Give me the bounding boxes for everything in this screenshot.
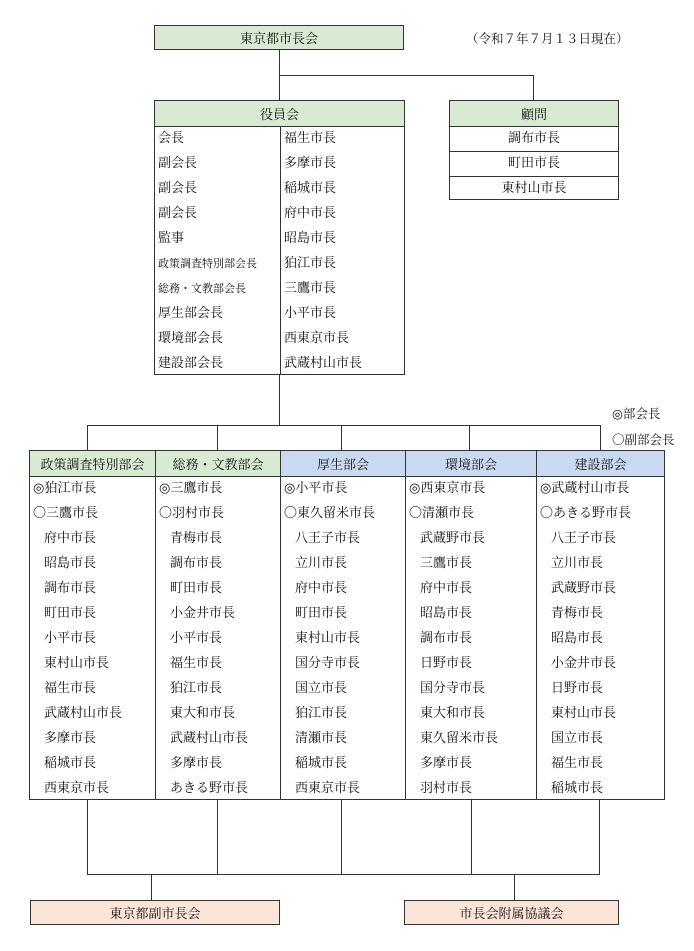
division-member: 三鷹市長	[420, 556, 473, 571]
connector	[151, 874, 152, 900]
connector	[217, 425, 218, 450]
connector	[87, 800, 88, 874]
officer-person: 多摩市長	[284, 156, 337, 171]
vice-mayors-box	[30, 900, 280, 925]
affiliated-council-label: 市長会附属協議会	[459, 907, 564, 922]
division-header	[156, 451, 280, 477]
connector	[514, 874, 515, 900]
division-name: 環境部会	[444, 458, 497, 473]
top-title-box	[154, 25, 404, 50]
division-member: 狛江市長	[295, 706, 348, 721]
division-member: 国分寺市長	[420, 681, 486, 696]
division-member: ◎三鷹市長	[159, 481, 223, 496]
division-member: 狛江市長	[170, 681, 223, 696]
division-member: 武蔵野市長	[420, 531, 486, 546]
division-column	[536, 451, 664, 799]
officer-role: 監事	[158, 231, 185, 246]
division-member: 東村山市長	[551, 706, 617, 721]
division-member: 西東京市長	[44, 781, 110, 796]
division-member: ◎小平市長	[284, 481, 348, 496]
connector	[600, 425, 601, 450]
officer-person: 福生市長	[284, 131, 337, 146]
title-label: 東京都市長会	[239, 32, 318, 47]
division-member: 多摩市長	[44, 731, 97, 746]
division-member: 福生市長	[44, 681, 97, 696]
division-member: 武蔵村山市長	[170, 731, 249, 746]
officers-header-label: 役員会	[259, 108, 299, 123]
division-member: ◎狛江市長	[33, 481, 97, 496]
division-column	[155, 451, 280, 799]
division-member: 八王子市長	[551, 531, 617, 546]
advisor-item: 町田市長	[507, 156, 560, 171]
officer-person: 武蔵村山市長	[284, 356, 363, 371]
division-member: 立川市長	[551, 556, 604, 571]
officer-person: 小平市長	[284, 306, 337, 321]
division-member: 武蔵野市長	[551, 581, 617, 596]
officers-box	[154, 100, 405, 375]
division-header	[406, 451, 536, 477]
division-column	[405, 451, 536, 799]
division-member: 府中市長	[295, 581, 348, 596]
division-header	[30, 451, 155, 477]
connector	[279, 75, 534, 76]
division-member: 昭島市長	[551, 631, 604, 646]
division-member: 国分寺市長	[295, 656, 361, 671]
division-member: 町田市長	[44, 606, 97, 621]
connector	[341, 800, 342, 874]
division-member: 小平市長	[44, 631, 97, 646]
officer-role: 環境部会長	[158, 331, 224, 346]
division-member: 稲城市長	[44, 756, 97, 771]
advisor-item: 東村山市長	[501, 181, 567, 196]
officer-person: 府中市長	[284, 206, 337, 221]
officer-role: 副会長	[158, 156, 198, 171]
division-member: 国立市長	[295, 681, 348, 696]
officers-header	[155, 101, 404, 127]
connector	[87, 425, 88, 450]
division-member: ◎西東京市長	[409, 481, 486, 496]
division-member: 〇羽村市長	[159, 506, 225, 521]
officer-role: 厚生部会長	[158, 306, 224, 321]
division-member: 東村山市長	[44, 656, 110, 671]
officers-divider	[280, 126, 281, 375]
division-name: 政策調査特別部会	[40, 458, 145, 473]
division-member: 福生市長	[170, 656, 223, 671]
division-member: 日野市長	[551, 681, 604, 696]
division-member: 青梅市長	[551, 606, 604, 621]
advisors-header-label: 顧問	[520, 108, 547, 123]
advisors-header	[450, 101, 618, 127]
division-member: 稲城市長	[551, 781, 604, 796]
division-member: 東大和市長	[170, 706, 236, 721]
division-member: 東大和市長	[420, 706, 486, 721]
division-member: 立川市長	[295, 556, 348, 571]
division-member: 府中市長	[420, 581, 473, 596]
division-member: 多摩市長	[170, 756, 223, 771]
division-member: 〇東久留米市長	[284, 506, 376, 521]
connector	[469, 425, 470, 450]
division-column	[30, 451, 155, 799]
division-member: ◎武蔵村山市長	[540, 481, 630, 496]
officer-person: 稲城市長	[284, 181, 337, 196]
division-member: 町田市長	[295, 606, 348, 621]
division-member: 西東京市長	[295, 781, 361, 796]
division-member: 調布市長	[170, 556, 223, 571]
division-member: 多摩市長	[420, 756, 473, 771]
division-header	[281, 451, 405, 477]
division-member: 府中市長	[44, 531, 97, 546]
division-name: 建設部会	[574, 458, 627, 473]
officer-person: 昭島市長	[284, 231, 337, 246]
division-member: 小平市長	[170, 631, 223, 646]
division-name: 厚生部会	[316, 458, 369, 473]
date-note: （令和７年７月１３日現在）	[466, 31, 629, 46]
division-member: 昭島市長	[420, 606, 473, 621]
advisor-item: 調布市長	[507, 131, 560, 146]
division-member: 武蔵村山市長	[44, 706, 123, 721]
division-member: 国立市長	[551, 731, 604, 746]
division-member: 調布市長	[44, 581, 97, 596]
division-member: 町田市長	[170, 581, 223, 596]
officer-person: 三鷹市長	[284, 281, 337, 296]
division-member: 小金井市長	[551, 656, 617, 671]
officer-person: 西東京市長	[284, 331, 350, 346]
division-member: 稲城市長	[295, 756, 348, 771]
division-member: 日野市長	[420, 656, 473, 671]
connector	[471, 800, 472, 874]
connector	[217, 800, 218, 874]
division-member: 〇三鷹市長	[33, 506, 99, 521]
officer-role: 会長	[158, 131, 185, 146]
division-member: 羽村市長	[420, 781, 473, 796]
connector	[533, 75, 534, 100]
connector	[599, 800, 600, 874]
division-member: 東久留米市長	[420, 731, 499, 746]
officer-role: 政策調査特別部会長	[158, 257, 257, 270]
division-member: あきる野市長	[170, 781, 249, 796]
division-member: 〇清瀬市長	[409, 506, 475, 521]
division-member: 青梅市長	[170, 531, 223, 546]
vice-mayors-label: 東京都副市長会	[109, 907, 201, 922]
division-name: 総務・文教部会	[172, 458, 264, 473]
affiliated-council-box	[404, 900, 619, 925]
division-member: 福生市長	[551, 756, 604, 771]
division-member: 清瀬市長	[295, 731, 348, 746]
division-header	[537, 451, 664, 477]
connector	[341, 425, 342, 450]
officer-person: 狛江市長	[284, 256, 337, 271]
officer-role: 総務・文教部会長	[158, 282, 246, 295]
officer-role: 建設部会長	[158, 356, 224, 371]
division-member: 〇あきる野市長	[540, 506, 632, 521]
division-column	[280, 451, 405, 799]
connector	[279, 375, 280, 425]
connector	[87, 425, 601, 426]
divisions-table	[29, 450, 665, 800]
advisors-box	[449, 100, 619, 200]
legend-vice-chair: 〇副部会長	[612, 432, 675, 447]
connector	[87, 874, 600, 875]
legend-chair: ◎部会長	[612, 406, 661, 421]
officer-role: 副会長	[158, 181, 198, 196]
officer-role: 副会長	[158, 206, 198, 221]
division-member: 八王子市長	[295, 531, 361, 546]
division-member: 東村山市長	[295, 631, 361, 646]
division-member: 昭島市長	[44, 556, 97, 571]
division-member: 調布市長	[420, 631, 473, 646]
division-member: 小金井市長	[170, 606, 236, 621]
